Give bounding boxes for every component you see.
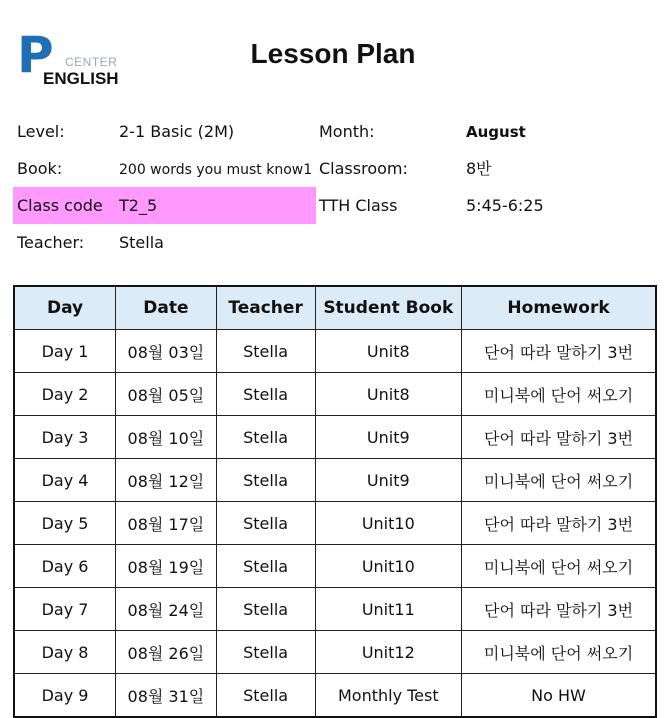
- cell-day: Day 4: [14, 459, 116, 502]
- cell-teacher: Stella: [216, 631, 315, 674]
- cell-homework: 미니북에 단어 써오기: [462, 545, 656, 588]
- cell-day: Day 2: [14, 373, 116, 416]
- logo-center-text: CENTER: [65, 55, 118, 69]
- cell-book: Unit12: [315, 631, 462, 674]
- cell-date: 08월 17일: [116, 502, 217, 545]
- cell-book: Unit8: [315, 373, 462, 416]
- cell-book: Unit10: [315, 545, 462, 588]
- cell-homework: 미니북에 단어 써오기: [462, 631, 656, 674]
- cell-teacher: Stella: [216, 459, 315, 502]
- cell-teacher: Stella: [216, 416, 315, 459]
- table-row: [14, 631, 656, 674]
- table-row: [14, 416, 656, 459]
- cell-date: 08월 12일: [116, 459, 217, 502]
- table-row: [14, 588, 656, 631]
- teacher-value: Stella: [119, 233, 164, 252]
- lesson-table: [13, 285, 657, 718]
- cell-day: Day 6: [14, 545, 116, 588]
- header-date: Date: [116, 286, 217, 330]
- cell-homework: 단어 따라 말하기 3번: [462, 416, 656, 459]
- cell-teacher: Stella: [216, 588, 315, 631]
- cell-homework: No HW: [462, 674, 656, 718]
- cell-book: Unit9: [315, 459, 462, 502]
- cell-date: 08월 31일: [116, 674, 217, 718]
- cell-day: Day 3: [14, 416, 116, 459]
- teacher-label: Teacher:: [17, 233, 85, 252]
- cell-day: Day 5: [14, 502, 116, 545]
- cell-book: Monthly Test: [315, 674, 462, 718]
- table-row: [14, 459, 656, 502]
- cell-teacher: Stella: [216, 373, 315, 416]
- month-label: Month:: [319, 122, 375, 141]
- cell-homework: 단어 따라 말하기 3번: [462, 588, 656, 631]
- table-row: [14, 502, 656, 545]
- cell-teacher: Stella: [216, 674, 315, 718]
- cell-day: Day 7: [14, 588, 116, 631]
- classroom-label: Classroom:: [319, 159, 408, 178]
- cell-date: 08월 03일: [116, 330, 217, 373]
- table-row: [14, 373, 656, 416]
- classcode-value: T2_5: [119, 196, 158, 215]
- level-label: Level:: [17, 122, 65, 141]
- cell-book: Unit11: [315, 588, 462, 631]
- cell-book: Unit10: [315, 502, 462, 545]
- cell-day: Day 9: [14, 674, 116, 718]
- header-homework: Homework: [462, 286, 656, 330]
- cell-date: 08월 19일: [116, 545, 217, 588]
- logo-letter: P: [17, 26, 54, 84]
- page-title: Lesson Plan: [250, 38, 416, 69]
- header-student-book: Student Book: [315, 286, 462, 330]
- cell-date: 08월 26일: [116, 631, 217, 674]
- level-value: 2-1 Basic (2M): [119, 122, 235, 141]
- book-label: Book:: [17, 159, 63, 178]
- cell-book: Unit9: [315, 416, 462, 459]
- classcode-label: Class code: [17, 196, 103, 215]
- class-time-value: 5:45-6:25: [466, 196, 544, 215]
- class-label: TTH Class: [319, 196, 398, 215]
- cell-day: Day 1: [14, 330, 116, 373]
- cell-homework: 미니북에 단어 써오기: [462, 373, 656, 416]
- cell-book: Unit8: [315, 330, 462, 373]
- table-header-row: [14, 286, 656, 330]
- cell-teacher: Stella: [216, 502, 315, 545]
- classroom-value: 8반: [466, 159, 492, 178]
- table-row: [14, 545, 656, 588]
- table-row: [14, 674, 656, 718]
- month-value: August: [466, 123, 526, 141]
- logo-english-text: ENGLISH: [43, 69, 119, 88]
- table-row: [14, 330, 656, 373]
- cell-day: Day 8: [14, 631, 116, 674]
- cell-homework: 단어 따라 말하기 3번: [462, 502, 656, 545]
- cell-homework: 미니북에 단어 써오기: [462, 459, 656, 502]
- header-day: Day: [14, 286, 116, 330]
- book-value: 200 words you must know1: [119, 162, 313, 178]
- cell-date: 08월 10일: [116, 416, 217, 459]
- cell-teacher: Stella: [216, 545, 315, 588]
- cell-date: 08월 05일: [116, 373, 217, 416]
- cell-homework: 단어 따라 말하기 3번: [462, 330, 656, 373]
- header-teacher: Teacher: [216, 286, 315, 330]
- cell-date: 08월 24일: [116, 588, 217, 631]
- cell-teacher: Stella: [216, 330, 315, 373]
